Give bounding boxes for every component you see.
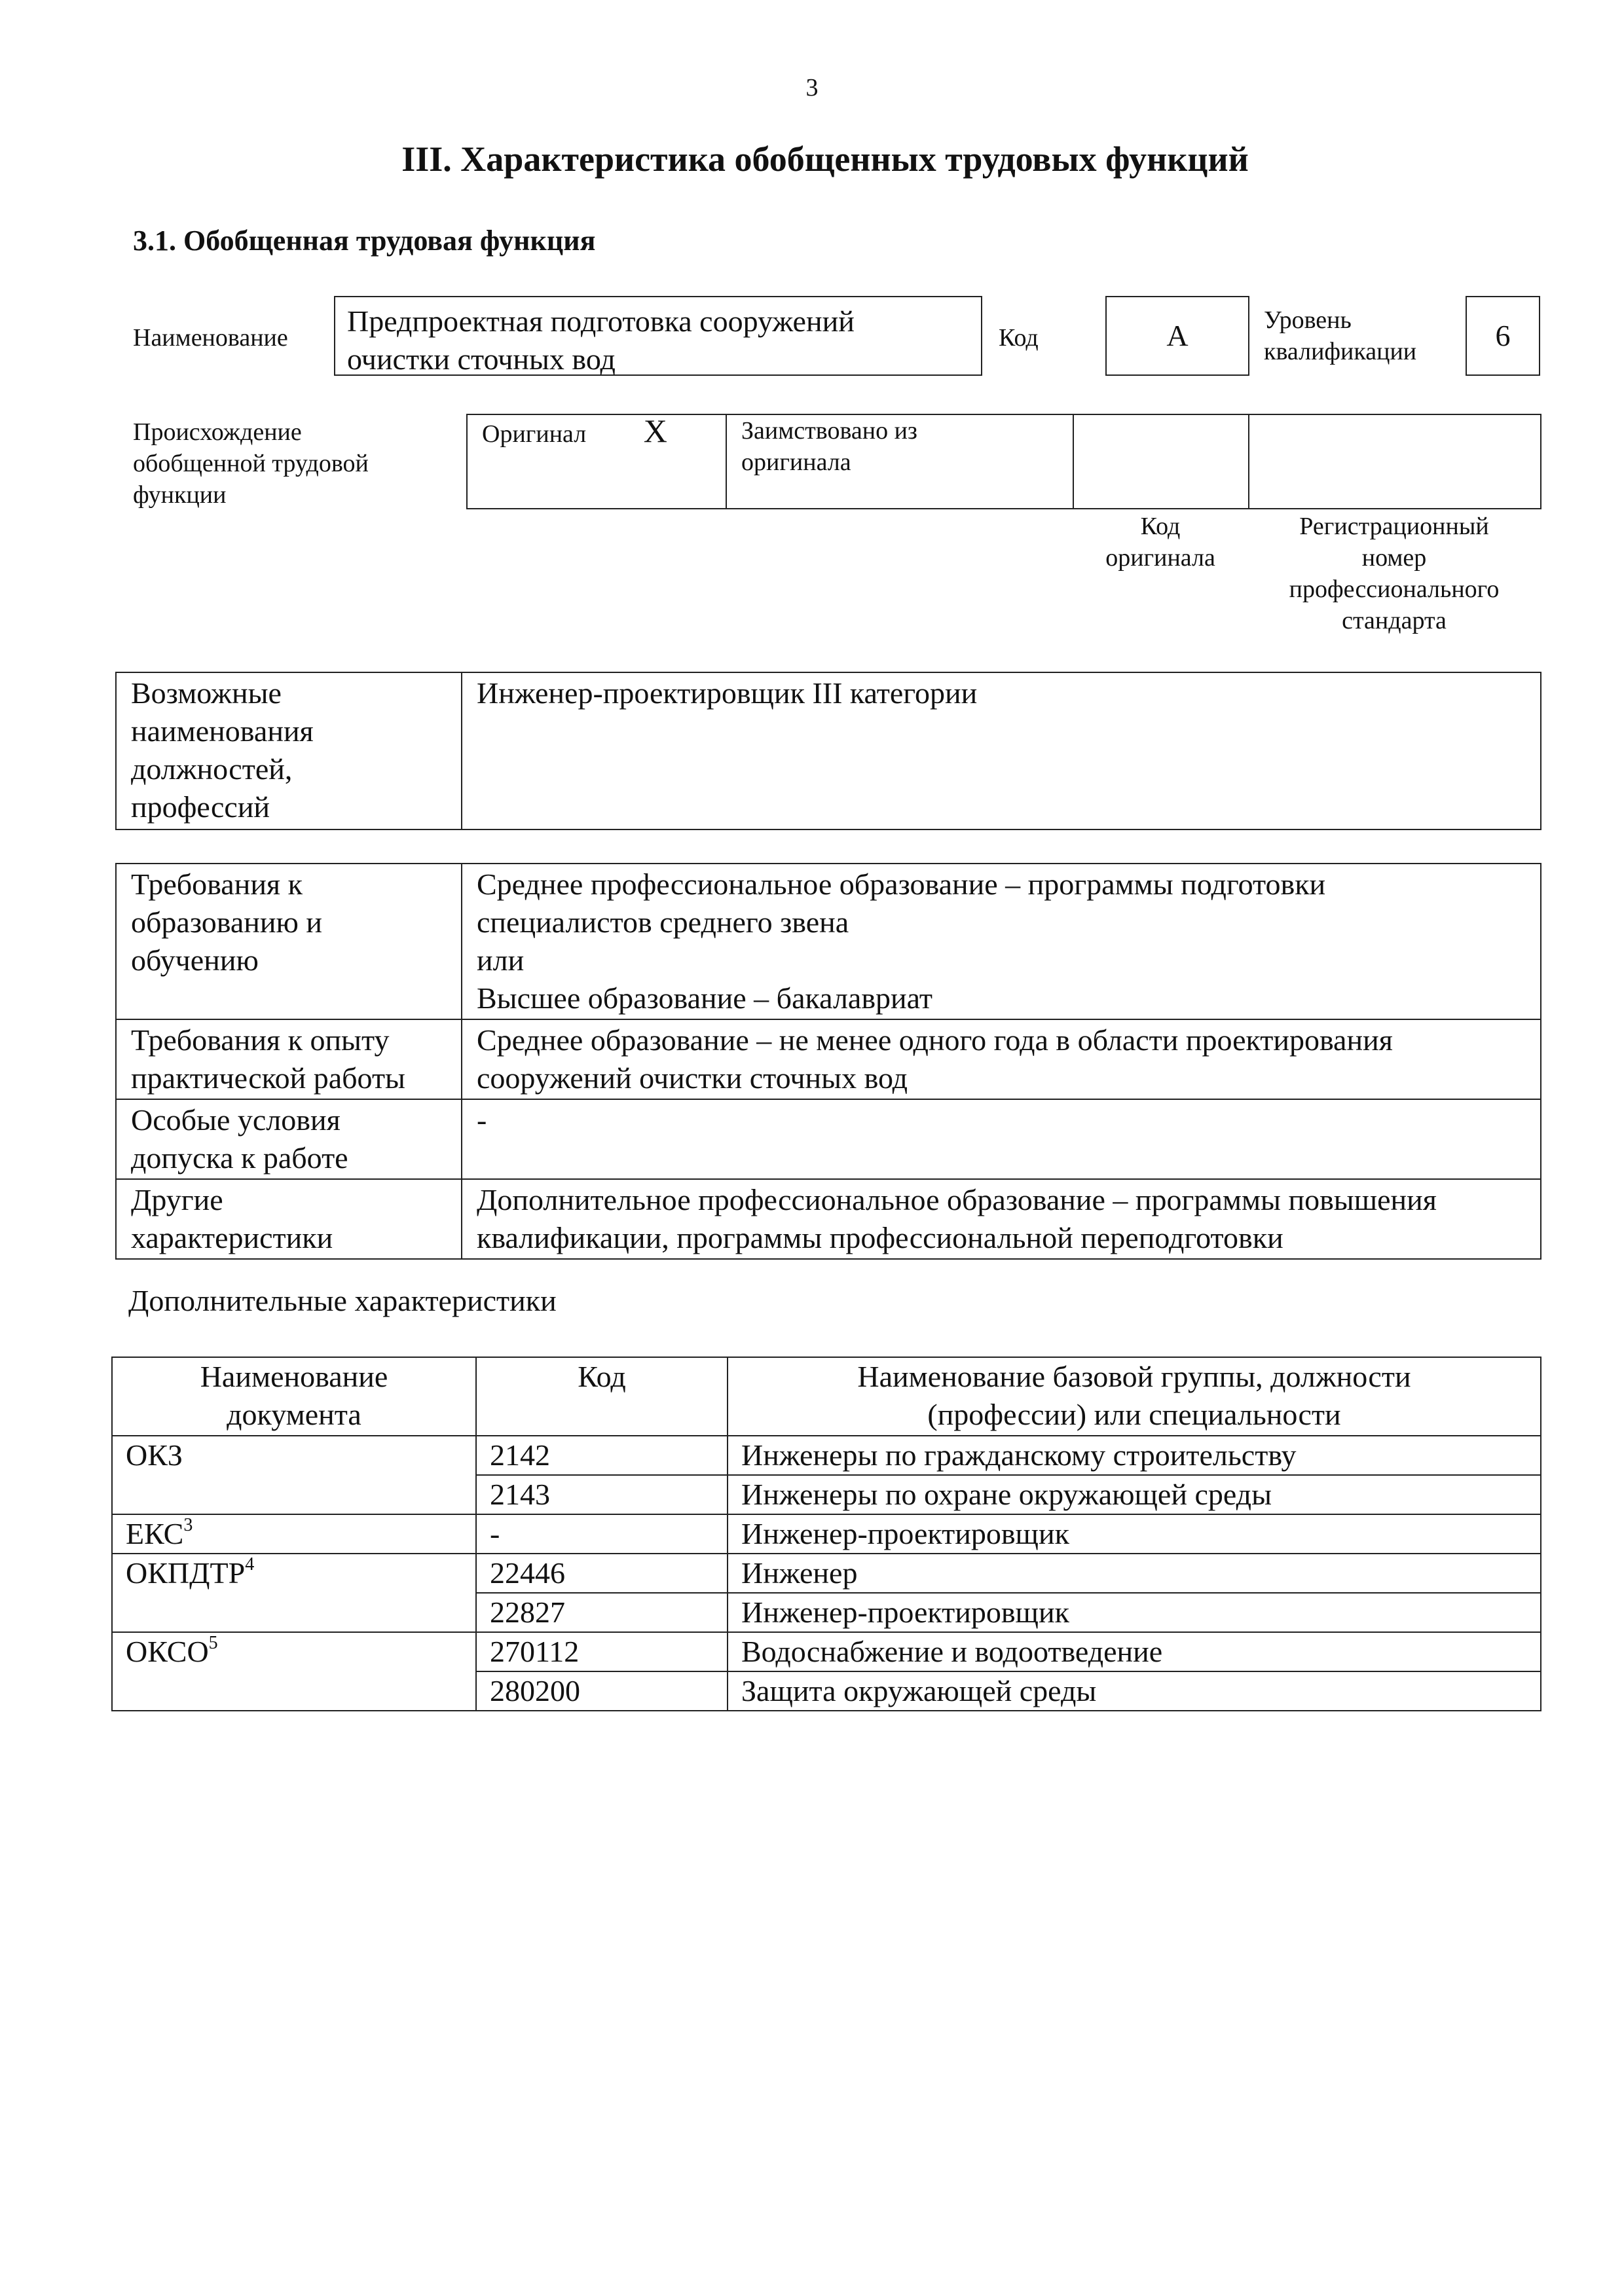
requirements-row-special-conditions xyxy=(116,1099,1541,1179)
requirement-value-line1: Среднее образование – не менее одного года в области проектирования xyxy=(477,1023,1393,1057)
table-row xyxy=(112,1475,1541,1514)
requirement-value-line2: специалистов среднего звена xyxy=(477,905,849,939)
table-row xyxy=(112,1671,1541,1711)
caption-registration-number xyxy=(1248,511,1540,636)
requirement-value-line4: Высшее образование – бакалавриат xyxy=(477,981,932,1015)
origin-original-cell xyxy=(467,414,726,509)
borrowed-line2: оригинала xyxy=(741,448,851,476)
caption-code-line1: Код xyxy=(1140,513,1181,540)
doc-cell xyxy=(112,1475,476,1514)
header-name xyxy=(728,1357,1541,1436)
level-label xyxy=(1264,304,1416,367)
doc-cell xyxy=(112,1514,476,1554)
doc-cell xyxy=(112,1593,476,1632)
origin-code-cell xyxy=(1073,414,1249,509)
additional-table xyxy=(111,1357,1541,1711)
code-cell: 2142 xyxy=(476,1436,728,1475)
requirement-label-cell xyxy=(116,1179,462,1259)
requirement-label-line2: образованию и xyxy=(131,905,322,939)
requirement-label-line2: допуска к работе xyxy=(131,1141,348,1175)
group-name-cell: Водоснабжение и водоотведение xyxy=(728,1632,1541,1671)
group-name-cell: Инженер-проектировщик xyxy=(728,1593,1541,1632)
origin-label-line2: обобщенной трудовой xyxy=(133,450,369,477)
subsection-title: 3.1. Обобщенная трудовая функция xyxy=(133,225,596,257)
caption-original-code xyxy=(1073,511,1248,574)
code-box xyxy=(1105,296,1249,376)
borrowed-line1: Заимствовано из xyxy=(741,417,917,445)
origin-label-line3: функции xyxy=(133,481,227,509)
positions-label-line2: наименования xyxy=(131,714,314,748)
requirement-label-line1: Требования к опыту xyxy=(131,1023,390,1057)
requirement-value-cell xyxy=(462,1019,1541,1099)
original-label: Оригинал xyxy=(482,420,587,448)
doc-name: ОКПДТР xyxy=(126,1556,246,1590)
header-doc-line1: Наименование xyxy=(200,1360,388,1393)
positions-label-cell xyxy=(116,672,462,829)
footnote-mark: 4 xyxy=(245,1554,255,1575)
function-name-box xyxy=(334,296,982,376)
name-label: Наименование xyxy=(133,324,288,352)
level-value: 6 xyxy=(1495,319,1511,352)
positions-value-cell xyxy=(462,672,1541,829)
requirement-value-line1: Среднее профессиональное образование – программы подготовки xyxy=(477,867,1326,901)
caption-reg-line1: Регистрационный xyxy=(1299,513,1489,540)
group-name-cell: Инженер-проектировщик xyxy=(728,1514,1541,1554)
header-name-line1: Наименование базовой группы, должности xyxy=(857,1360,1411,1393)
code-cell: - xyxy=(476,1514,728,1554)
additional-title: Дополнительные характеристики xyxy=(128,1284,557,1317)
positions-value: Инженер-проектировщик III категории xyxy=(477,676,978,710)
code-label: Код xyxy=(999,324,1039,352)
table-row xyxy=(112,1436,1541,1475)
requirement-label-line1: Особые условия xyxy=(131,1103,341,1137)
header-code-text: Код xyxy=(578,1360,626,1393)
requirement-label-line2: характеристики xyxy=(131,1221,333,1254)
header-document xyxy=(112,1357,476,1436)
origin-label-line1: Происхождение xyxy=(133,418,302,446)
function-name-line1: Предпроектная подготовка сооружений xyxy=(347,304,855,338)
caption-reg-line4: стандарта xyxy=(1342,607,1447,634)
function-name-line2: очистки сточных вод xyxy=(347,342,616,376)
level-box xyxy=(1466,296,1540,376)
caption-reg-line3: профессионального xyxy=(1289,575,1500,603)
section-title: III. Характеристика обобщенных трудовых функций xyxy=(401,139,1249,179)
header-code xyxy=(476,1357,728,1436)
origin-reg-cell xyxy=(1249,414,1541,509)
code-cell: 22446 xyxy=(476,1554,728,1593)
requirement-value-cell xyxy=(462,864,1541,1019)
requirement-value-line3: или xyxy=(477,943,525,977)
positions-label-line4: профессий xyxy=(131,790,270,824)
positions-label-line1: Возможные xyxy=(131,676,282,710)
doc-cell xyxy=(112,1632,476,1671)
doc-name: ОКЗ xyxy=(126,1438,183,1472)
requirement-label-line2: практической работы xyxy=(131,1061,405,1095)
footnote-mark: 5 xyxy=(208,1632,218,1653)
requirement-label-line3: обучению xyxy=(131,943,259,977)
positions-label-line3: должностей, xyxy=(131,752,293,786)
requirement-value-line2: квалификации, программы профессиональной переподготовки xyxy=(477,1221,1283,1254)
group-name-cell: Инженер xyxy=(728,1554,1541,1593)
footnote-mark: 3 xyxy=(183,1514,193,1535)
table-row xyxy=(112,1514,1541,1554)
code-cell: 270112 xyxy=(476,1632,728,1671)
requirements-row-education xyxy=(116,864,1541,1019)
doc-cell xyxy=(112,1554,476,1593)
code-cell: 280200 xyxy=(476,1671,728,1711)
origin-table xyxy=(466,414,1541,509)
positions-table xyxy=(115,672,1541,830)
header-name-line2: (профессии) или специальности xyxy=(927,1398,1341,1431)
doc-cell xyxy=(112,1436,476,1475)
requirements-row-other xyxy=(116,1179,1541,1259)
requirement-label-cell xyxy=(116,864,462,1019)
code-cell: 22827 xyxy=(476,1593,728,1632)
group-name-cell: Инженеры по охране окружающей среды xyxy=(728,1475,1541,1514)
doc-cell xyxy=(112,1671,476,1711)
origin-label xyxy=(133,416,369,511)
requirement-label-cell xyxy=(116,1019,462,1099)
level-label-line2: квалификации xyxy=(1264,338,1417,365)
requirement-label-line1: Требования к xyxy=(131,867,303,901)
doc-name: ЕКС xyxy=(126,1517,184,1550)
table-row xyxy=(112,1554,1541,1593)
doc-name: ОКСО xyxy=(126,1635,209,1668)
header-doc-line2: документа xyxy=(227,1398,361,1431)
requirement-value-cell xyxy=(462,1179,1541,1259)
page-number: 3 xyxy=(805,74,819,101)
requirement-label-cell xyxy=(116,1099,462,1179)
level-label-line1: Уровень xyxy=(1264,306,1352,334)
code-cell: 2143 xyxy=(476,1475,728,1514)
requirement-value-line1: Дополнительное профессиональное образование – программы повышения xyxy=(477,1183,1437,1216)
original-mark: X xyxy=(643,412,667,449)
code-value: А xyxy=(1166,319,1189,352)
table-row xyxy=(112,1593,1541,1632)
table-row xyxy=(112,1632,1541,1671)
requirement-value-line2: сооружений очистки сточных вод xyxy=(477,1061,908,1095)
requirements-table xyxy=(115,863,1541,1260)
group-name-cell: Инженеры по гражданскому строительству xyxy=(728,1436,1541,1475)
requirement-label-line1: Другие xyxy=(131,1183,223,1216)
caption-code-line2: оригинала xyxy=(1105,544,1215,572)
requirement-value-cell xyxy=(462,1099,1541,1179)
caption-reg-line2: номер xyxy=(1361,544,1427,572)
additional-header-row xyxy=(112,1357,1541,1436)
group-name-cell: Защита окружающей среды xyxy=(728,1671,1541,1711)
requirement-value-line1: - xyxy=(477,1103,487,1137)
requirements-row-experience xyxy=(116,1019,1541,1099)
origin-borrowed-cell xyxy=(726,414,1073,509)
